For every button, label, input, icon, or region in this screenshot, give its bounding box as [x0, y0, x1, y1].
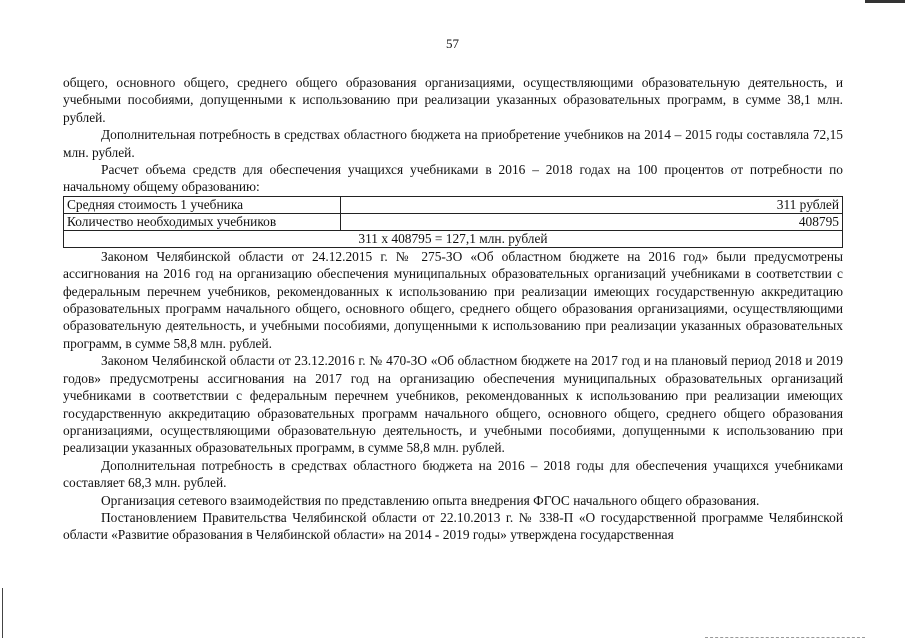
calculation-table	[63, 196, 843, 248]
paragraph: Дополнительная потребность в средствах областного бюджета на приобретение учебников на 2014 – 2015 годы составляла 72,15 млн. рублей.	[63, 127, 843, 160]
table-cell-formula: 311 х 408795 = 127,1 млн. рублей	[64, 230, 843, 247]
table-cell-value: 408795	[341, 213, 843, 230]
table-row	[64, 196, 843, 213]
paragraph: Постановлением Правительства Челябинской области от 22.10.2013 г. № 338-П «О государственной программе Челябинской области «Развитие образования в Челябинской области» на 2014 - 2019 годы» утверждена государственная	[63, 509, 843, 543]
scan-artifact-bottom	[705, 637, 865, 639]
paragraph: Законом Челябинской области от 23.12.2016 г. № 470-ЗО «Об областном бюджете на 2017 год и на плановый период 2018 и 2019 годов» предусмотрены ассигнования на 2017 год на организацию обеспечения муниципальных образовательных организаций учебниками в соответствии с федеральным перечнем учебников, рекомендованных к использованию при реализации имеющих государственную аккредитацию образовательных программ начального общего, основного общего, среднего общего образования организациями, осуществляющими образовательную деятельность, и учебными пособиями, допущенными к использованию при реализации указанных образовательных программ, в сумме 58,8 млн. рублей.	[63, 353, 843, 456]
paragraph: Законом Челябинской области от 24.12.2015 г. № 275-ЗО «Об областном бюджете на 2016 год» были предусмотрены ассигнования на 2016 год на организацию обеспечения муниципальных образовательных организаций учебниками в соответствии с федеральным перечнем учебников, рекомендованных к использованию при реализации имеющих государственную аккредитацию образовательных программ начального общего, основного общего, среднего общего образования организациями, осуществляющими образовательную деятельность, и учебными пособиями, допущенными к использованию при реализации указанных образовательных программ, в сумме 58,8 млн. рублей.	[63, 248, 843, 351]
table-cell-value: 311 рублей	[341, 196, 843, 213]
table-cell-label: Средняя стоимость 1 учебника	[64, 196, 341, 213]
document-body	[63, 74, 843, 544]
table-row	[64, 213, 843, 230]
page-number: 57	[446, 36, 459, 51]
scan-artifact-top	[865, 0, 905, 3]
table-row	[64, 230, 843, 247]
paragraph: Организация сетевого взаимодействия по представлению опыта внедрения ФГОС начального общего образования.	[101, 492, 760, 508]
scan-artifact-left	[2, 588, 3, 638]
paragraph: общего, основного общего, среднего общего образования организациями, осуществляющими образовательную деятельность, и учебными пособиями, допущенными к использованию при реализации указанных образовательных программ, в сумме 38,1 млн. рублей.	[63, 75, 843, 125]
paragraph: Расчет объема средств для обеспечения учащихся учебниками в 2016 – 2018 годах на 100 процентов от потребности по начальному общему образованию:	[63, 162, 843, 195]
table-cell-label: Количество необходимых учебников	[64, 213, 341, 230]
paragraph: Дополнительная потребность в средствах областного бюджета на 2016 – 2018 годы для обеспечения учащихся учебниками составляет 68,3 млн. рублей.	[63, 457, 843, 491]
